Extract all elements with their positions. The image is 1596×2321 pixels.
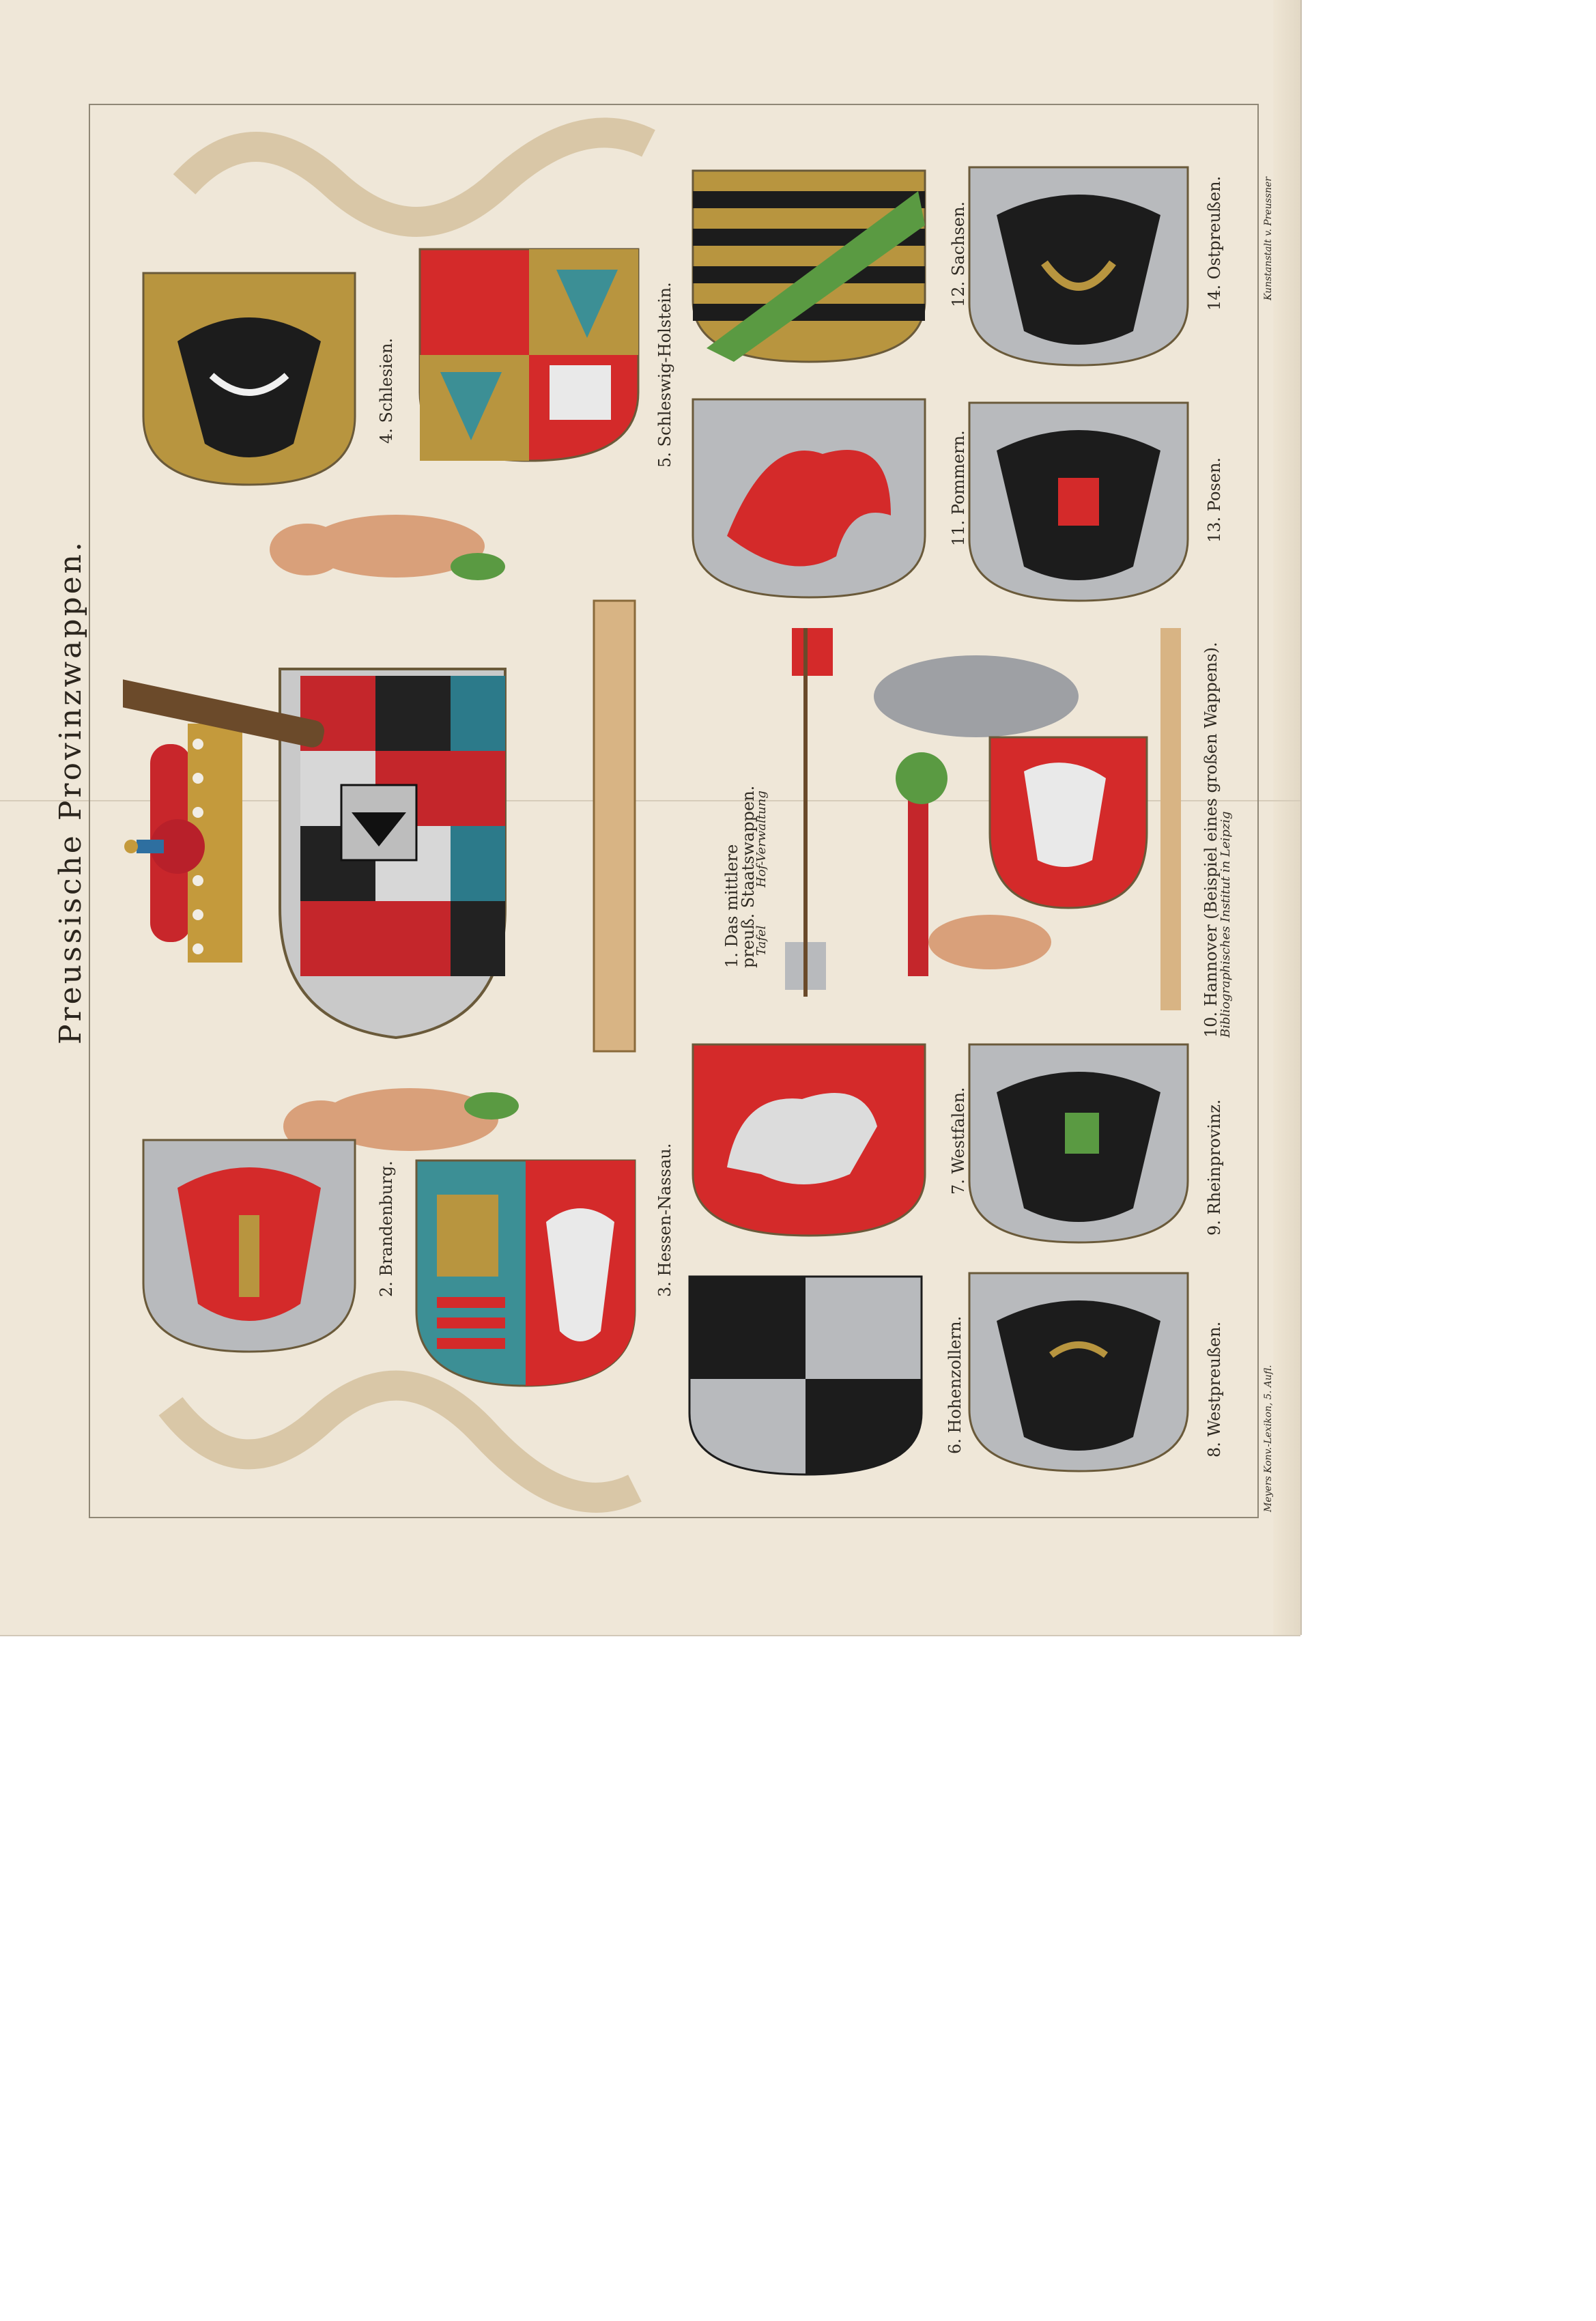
paper-edge — [1273, 0, 1300, 1635]
publisher-imprint: Bibliographisches Institut in Leipzig — [1219, 811, 1233, 1038]
label-pommern: 11. Pommern. — [949, 430, 968, 546]
label-sachsen: 12. Sachsen. — [949, 201, 968, 307]
shield-ostpreussen — [963, 160, 1195, 372]
label-state-arms-note-b: Tafel — [754, 925, 769, 956]
shield-hessen-nassau — [410, 1154, 642, 1393]
shield-sachsen — [686, 164, 932, 369]
shield-westfalen — [686, 1038, 932, 1242]
label-schleswig-holstein: 5. Schleswig-Holstein. — [655, 282, 674, 468]
plate-title: Preussische Provinzwappen. — [53, 539, 88, 1044]
pedestal — [594, 601, 635, 1051]
label-brandenburg: 2. Brandenburg. — [377, 1160, 396, 1297]
shield-rheinprovinz — [963, 1038, 1195, 1249]
label-state-arms-b: preuß. Staatswappen. — [739, 785, 758, 968]
label-ostpreussen: 14. Ostpreußen. — [1205, 175, 1224, 311]
shield-schlesien — [137, 266, 362, 492]
shield-hohenzollern — [683, 1270, 928, 1481]
shield-schleswig-holstein — [413, 242, 645, 468]
shield-posen — [963, 396, 1195, 608]
publisher-credit: Meyers Konv.-Lexikon, 5. Aufl. — [1263, 1365, 1274, 1512]
ribbon-upper — [171, 102, 662, 266]
label-rheinprovinz: 9. Rheinprovinz. — [1205, 1099, 1224, 1236]
shield-pommern — [686, 393, 932, 604]
royal-crown-icon — [124, 724, 242, 963]
label-hannover: 10. Hannover (Beispiel eines großen Wappens). — [1201, 642, 1221, 1038]
label-hohenzollern: 6. Hohenzollern. — [945, 1315, 965, 1454]
label-westpreussen: 8. Westpreußen. — [1205, 1321, 1224, 1457]
label-westfalen: 7. Westfalen. — [949, 1087, 968, 1195]
great-state-arms — [123, 492, 649, 1174]
label-posen: 13. Posen. — [1205, 457, 1224, 543]
shield-westpreussen — [963, 1266, 1195, 1478]
label-schlesien: 4. Schlesien. — [377, 337, 396, 444]
label-hessen-nassau: 3. Hessen-Nassau. — [655, 1143, 674, 1297]
shield-brandenburg — [137, 1133, 362, 1358]
shield-hannover — [765, 614, 1188, 1024]
label-state-arms-note: Hof-Verwaltung — [754, 791, 769, 887]
label-state-arms-a: 1. Das mittlere — [722, 844, 741, 968]
engraver-credit: Kunstanstalt v. Preussner — [1263, 177, 1274, 300]
